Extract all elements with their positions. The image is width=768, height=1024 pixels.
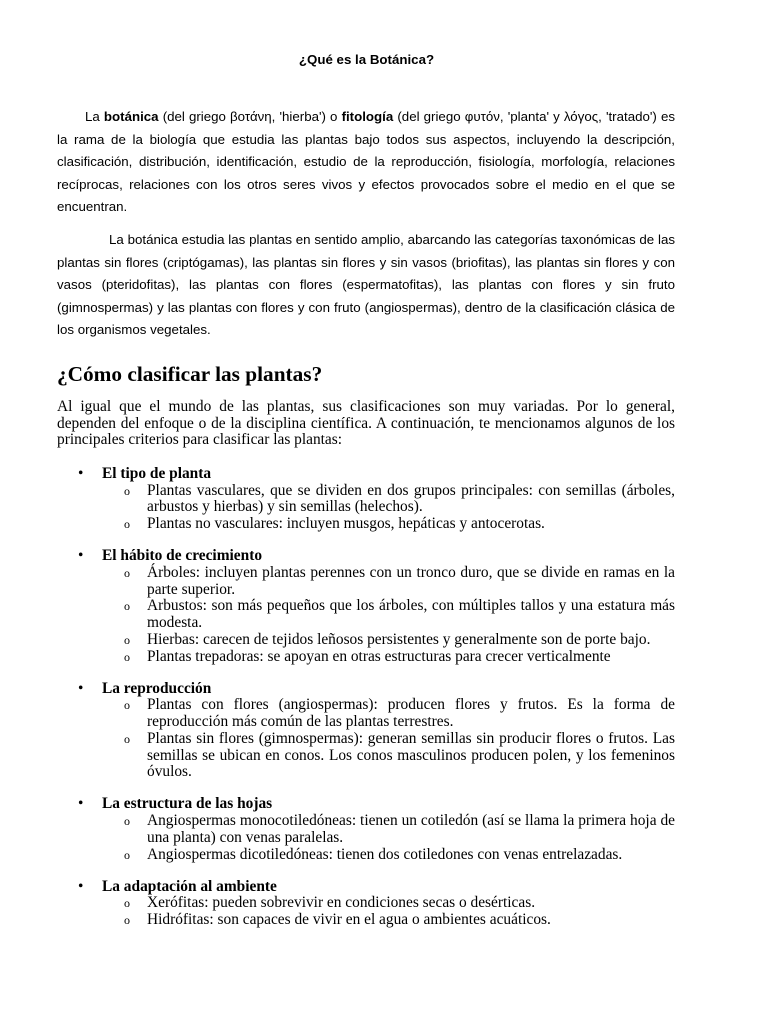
criteria-group-title: [57, 879, 675, 896]
sub-bullet-icon: o: [124, 896, 130, 911]
list-item: [57, 483, 675, 516]
list-item: [57, 598, 675, 631]
list-item-text: Hidrófitas: son capaces de vivir en el agua o ambientes acuáticos.: [147, 911, 551, 929]
list-item-text: Arbustos: son más pequeños que los árboles, con múltiples tallos y una estatura más modesta.: [147, 597, 675, 632]
sub-bullet-icon: o: [124, 814, 130, 829]
criteria-group: [57, 796, 675, 863]
list-item-text: Plantas vasculares, que se dividen en dos grupos principales: con semillas (árboles, arbustos y hierbas) y sin semillas (helechos).: [147, 481, 675, 516]
list-item-text: Xerófitas: pueden sobrevivir en condiciones secas o desérticas.: [147, 894, 536, 912]
criteria-group: [57, 879, 675, 929]
criteria-group-label: La adaptación al ambiente: [102, 877, 277, 895]
criteria-group-title: [57, 548, 675, 565]
criteria-group: [57, 466, 675, 533]
list-item-text: Angiospermas dicotiledóneas: tienen dos cotiledones con venas entrelazadas.: [147, 845, 623, 863]
sub-bullet-icon: o: [124, 599, 130, 614]
sub-bullet-icon: o: [124, 649, 130, 664]
criteria-group-title: [57, 796, 675, 813]
sub-bullet-icon: o: [124, 566, 130, 581]
list-item: [57, 632, 675, 649]
list-item: [57, 895, 675, 912]
list-item-text: Plantas no vasculares: incluyen musgos, hepáticas y antocerotas.: [147, 515, 545, 533]
list-item-text: Árboles: incluyen plantas perennes con un tronco duro, que se divide en ramas en la parte superior.: [147, 564, 675, 598]
sub-bullet-icon: o: [124, 913, 130, 928]
list-item-text: Angiospermas monocotiledóneas: tienen un cotiledón (así se llama la primera hoja de una planta) con venas paralelas.: [147, 812, 675, 846]
criteria-group-title: [57, 466, 675, 483]
criteria-group: [57, 681, 675, 781]
criteria-list: [57, 466, 675, 944]
list-item: [57, 565, 675, 598]
list-item-text: Hierbas: carecen de tejidos leñosos persistentes y generalmente son de porte bajo.: [147, 630, 651, 648]
bullet-icon: •: [78, 547, 84, 565]
intro-paragraph: Al igual que el mundo de las plantas, sus clasificaciones son muy variadas. Por lo general, dependen del enfoque o de la disciplina científica. A continuación, te mencionamos algunos de los principales criterios para clasificar las plantas:: [57, 398, 675, 449]
bullet-icon: •: [78, 795, 84, 813]
p1-pre: La: [85, 109, 104, 124]
bullet-icon: •: [78, 877, 84, 895]
criteria-group-label: El tipo de planta: [102, 465, 212, 482]
list-item: [57, 649, 675, 666]
sub-bullet-icon: o: [124, 847, 130, 862]
list-item: [57, 847, 675, 864]
p1-mid: (del griego βοτάνη, 'hierba') o: [158, 109, 342, 124]
sub-bullet-icon: o: [124, 698, 130, 713]
list-item: [57, 697, 675, 730]
list-item-text: Plantas sin flores (gimnospermas): generan semillas sin producir flores o frutos. Las semillas se ubican en conos. Los conos masculinos producen polen, y los femeninos óvulos.: [147, 729, 675, 781]
term-fitologia: fitología: [341, 109, 394, 124]
list-item: [57, 516, 675, 533]
criteria-group: [57, 548, 675, 665]
criteria-group-label: La estructura de las hojas: [102, 795, 273, 813]
definition-paragraph: [57, 106, 675, 219]
document-title: ¿Qué es la Botánica?: [298, 52, 435, 67]
criteria-group-title: [57, 681, 675, 698]
scope-paragraph: La botánica estudia las plantas en sentido amplio, abarcando las categorías taxonómicas de las plantas sin flores (criptógamas), las plantas sin flores y sin vasos (briofitas), las plantas sin flores y con vasos (pteridofitas), las plantas con flores (espermatofitas), las plantas con flores y sin fruto (gimnospermas) y las plantas con flores y con fruto (angiospermas), dentro de la clasificación clásica de los organismos vegetales.: [57, 232, 675, 338]
bullet-icon: •: [78, 679, 84, 697]
list-item: [57, 912, 675, 929]
bullet-icon: •: [78, 465, 84, 482]
list-item-text: Plantas con flores (angiospermas): producen flores y frutos. Es la forma de reproducción más común de las plantas terrestres.: [147, 696, 675, 731]
criteria-group-label: El hábito de crecimiento: [102, 547, 263, 565]
list-item-text: Plantas trepadoras: se apoyan en otras estructuras para crecer verticalmente: [147, 647, 611, 665]
sub-bullet-icon: o: [124, 483, 130, 498]
criteria-group-label: La reproducción: [102, 679, 212, 697]
list-item: [57, 731, 675, 781]
term-botanica: botánica: [103, 109, 159, 124]
list-item: [57, 813, 675, 846]
section-heading: ¿Cómo clasificar las plantas?: [57, 362, 323, 386]
sub-bullet-icon: o: [124, 731, 130, 746]
sub-bullet-icon: o: [124, 632, 130, 647]
sub-bullet-icon: o: [124, 517, 130, 532]
p1-rest: (del griego φυτόν, 'planta' y λόγος, 'tratado') es la rama de la biología que estudia las plantas bajo todos sus aspectos, incluyendo la descripción, clasificación, distribución, identificación, estudio de la reproducción, fisiología, morfología, relaciones recíprocas, relaciones con los otros seres vivos y efectos provocados sobre el medio en el que se encuentran.: [57, 109, 675, 215]
